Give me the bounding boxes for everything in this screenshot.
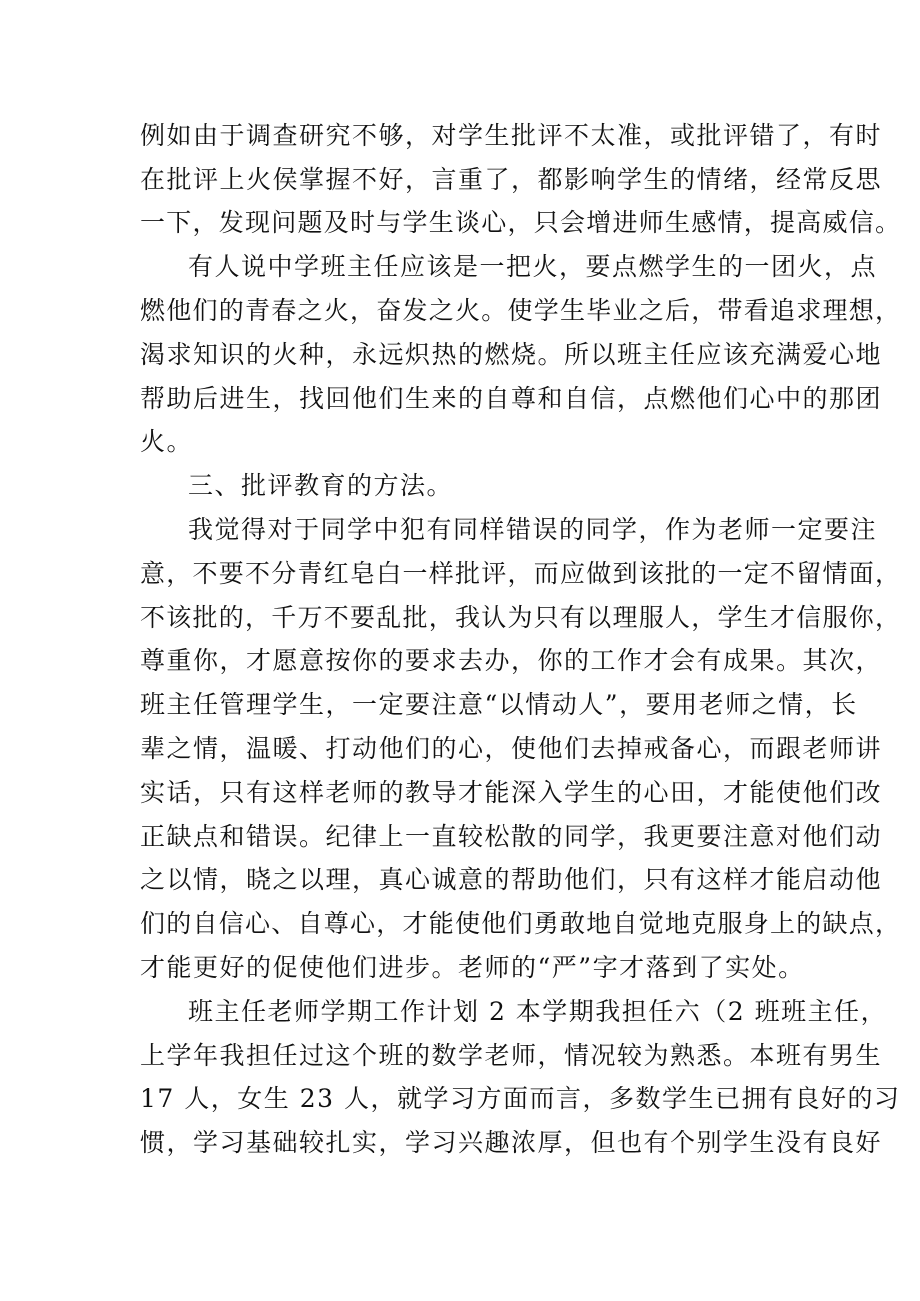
text-line: 燃他们的青春之火，奋发之火。使学生毕业之后，带看追求理想， bbox=[140, 296, 902, 325]
text-line: 之以情，晓之以理，真心诚意的帮助他们，只有这样才能启动他 bbox=[140, 865, 883, 894]
text-line: 意，不要不分青红皂白一样批评，而应做到该批的一定不留情面， bbox=[140, 559, 902, 588]
text-line: 才能更好的促使他们进步。老师的“严”字才落到了实处。 bbox=[140, 953, 805, 982]
text-line: 实话，只有这样老师的教导才能深入学生的心田，才能使他们改 bbox=[140, 778, 883, 807]
text-line: 班主任管理学生，一定要注意“以情动人”，要用老师之情，长 bbox=[140, 690, 858, 719]
text-line: 帮助后进生，找回他们生来的自尊和自信，点燃他们心中的那团 bbox=[140, 384, 883, 413]
text-line: 一下，发现问题及时与学生谈心，只会增进师生感情，提高威信。 bbox=[140, 208, 902, 237]
text-line: 上学年我担任过这个班的数学老师，情况较为熟悉。本班有男生 bbox=[140, 1041, 883, 1070]
text-line: 尊重你，才愿意按你的要求去办，你的工作才会有成果。其次， bbox=[140, 646, 883, 675]
text-line: 17 人，女生 23 人，就学习方面而言，多数学生已拥有良好的习 bbox=[140, 1084, 901, 1113]
text-line: 辈之情，温暖、打动他们的心，使他们去掉戒备心，而跟老师讲 bbox=[140, 734, 883, 763]
section-heading: 三、批评教育的方法。 bbox=[188, 471, 454, 500]
text-line: 有人说中学班主任应该是一把火，要点燃学生的一团火，点 bbox=[188, 252, 878, 281]
text-line: 们的自信心、自尊心，才能使他们勇敢地自觉地克服身上的缺点， bbox=[140, 909, 902, 938]
text-line: 班主任老师学期工作计划 2 本学期我担任六（2 班班主任， bbox=[188, 997, 888, 1026]
text-line: 我觉得对于同学中犯有同样错误的同学，作为老师一定要注 bbox=[188, 515, 878, 544]
text-line: 在批评上火侯掌握不好，言重了，都影响学生的情绪，经常反思 bbox=[140, 165, 883, 194]
text-line: 正缺点和错误。纪律上一直较松散的同学，我更要注意对他们动 bbox=[140, 822, 883, 851]
text-line: 例如由于调查研究不够，对学生批评不太准，或批评错了，有时 bbox=[140, 121, 883, 150]
text-line: 火。 bbox=[140, 427, 194, 456]
text-line: 不该批的，千万不要乱批，我认为只有以理服人，学生才信服你， bbox=[140, 603, 902, 632]
text-line: 渴求知识的火种，永远炽热的燃烧。所以班主任应该充满爱心地 bbox=[140, 340, 883, 369]
text-line: 惯，学习基础较扎实，学习兴趣浓厚，但也有个别学生没有良好 bbox=[140, 1128, 883, 1157]
